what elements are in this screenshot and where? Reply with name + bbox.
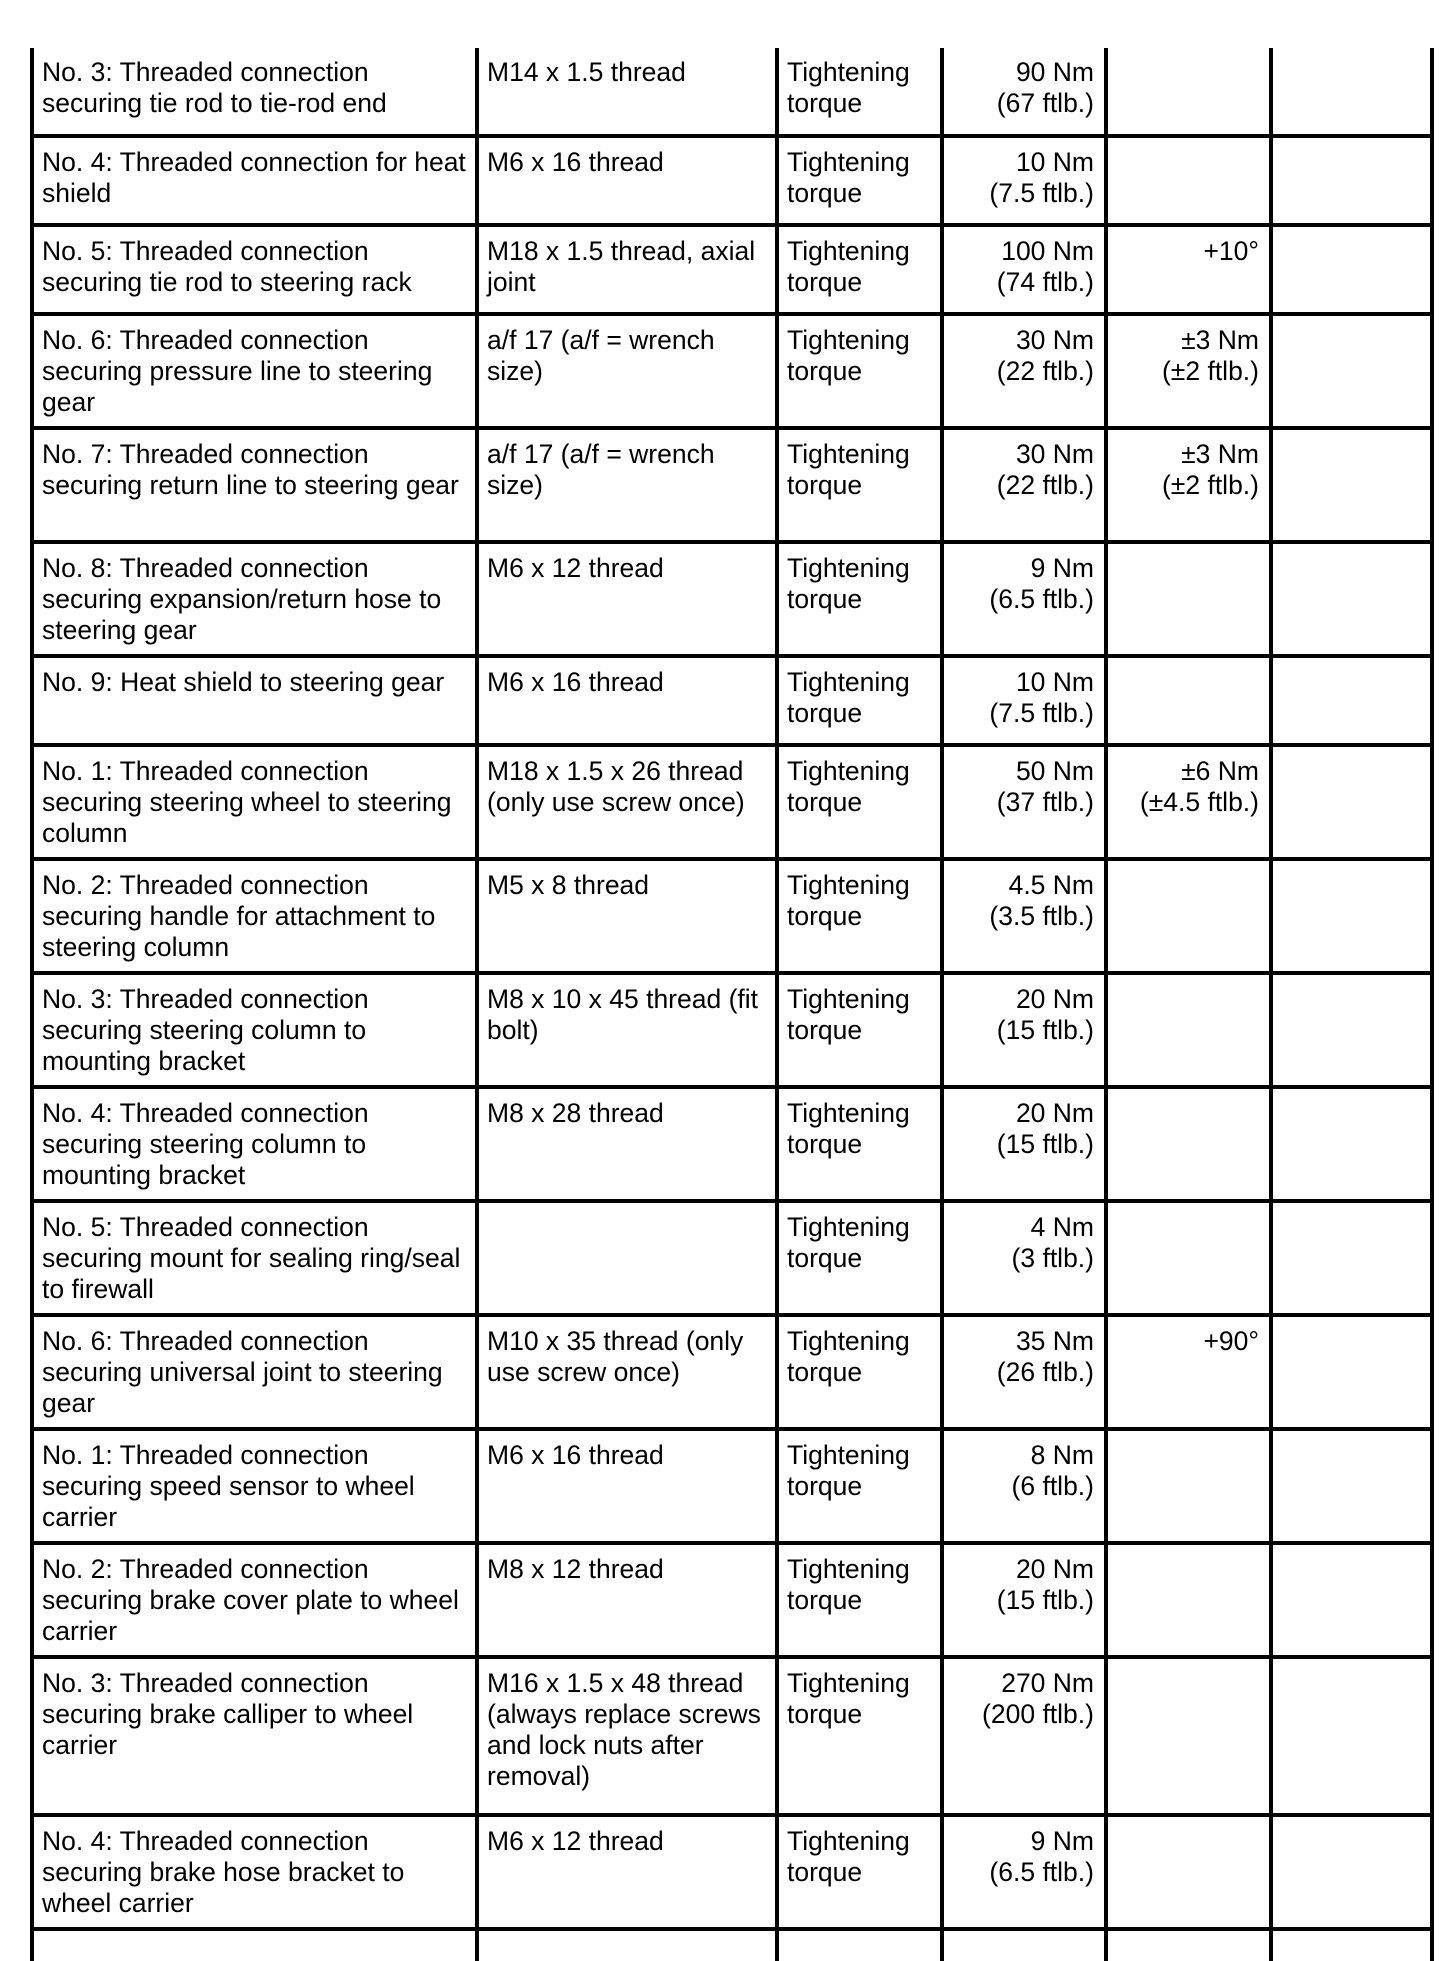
component-text: No. 9: Heat shield to steering gear — [42, 667, 445, 697]
value-ftlb: (6 ftlb.) — [1011, 1471, 1094, 1501]
type-text: Tightening torque — [787, 147, 910, 208]
table-row — [32, 136, 1432, 225]
component-cell — [32, 1657, 477, 1815]
spec-cell — [477, 973, 777, 1087]
value-nm: 20 Nm — [1015, 1098, 1094, 1128]
component-text: No. 7: Threaded connection securing return line to steering gear — [42, 439, 459, 500]
tolerance-secondary: (±2 ftlb.) — [1161, 470, 1259, 500]
value-ftlb: (74 ftlb.) — [996, 267, 1094, 297]
continuation-cell — [777, 1929, 942, 1961]
table-row — [32, 48, 1432, 136]
type-cell — [777, 428, 942, 542]
spec-text: M10 x 35 thread (only use screw once) — [487, 1326, 744, 1387]
spec-cell — [477, 1315, 777, 1429]
tolerance-primary: +10° — [1203, 236, 1259, 266]
continuation-cell — [32, 1929, 477, 1961]
value-ftlb: (37 ftlb.) — [996, 787, 1094, 817]
component-cell — [32, 1429, 477, 1543]
component-text: No. 6: Threaded connection securing pressure line to steering gear — [42, 325, 433, 417]
component-text: No. 5: Threaded connection securing tie rod to steering rack — [42, 236, 412, 297]
table-row — [32, 1087, 1432, 1201]
spec-cell — [477, 656, 777, 745]
component-cell — [32, 1315, 477, 1429]
type-text: Tightening torque — [787, 1098, 910, 1159]
type-cell — [777, 542, 942, 656]
value-nm: 20 Nm — [1015, 1554, 1094, 1584]
type-text: Tightening torque — [787, 1826, 910, 1887]
type-text: Tightening torque — [787, 667, 910, 728]
tolerance-cell — [1106, 859, 1271, 973]
type-text: Tightening torque — [787, 439, 910, 500]
component-text: No. 3: Threaded connection securing brake calliper to wheel carrier — [42, 1668, 414, 1760]
component-text: No. 4: Threaded connection securing steering column to mounting bracket — [42, 1098, 369, 1190]
component-cell — [32, 1815, 477, 1929]
table-row — [32, 314, 1432, 428]
value-cell — [942, 1315, 1106, 1429]
tolerance-cell — [1106, 1543, 1271, 1657]
value-cell — [942, 1657, 1106, 1815]
tolerance-cell — [1106, 428, 1271, 542]
type-cell — [777, 1429, 942, 1543]
component-text: No. 4: Threaded connection for heat shield — [42, 147, 466, 208]
table-row — [32, 1429, 1432, 1543]
component-text: No. 2: Threaded connection securing brake cover plate to wheel carrier — [42, 1554, 459, 1646]
notes-cell — [1271, 745, 1432, 859]
value-cell — [942, 225, 1106, 314]
continuation-cell — [942, 1929, 1106, 1961]
spec-cell — [477, 1543, 777, 1657]
tolerance-primary: ±3 Nm — [1181, 325, 1259, 355]
value-ftlb: (7.5 ftlb.) — [989, 698, 1094, 728]
spec-text: M8 x 12 thread — [487, 1554, 664, 1584]
table-row — [32, 656, 1432, 745]
value-nm: 100 Nm — [1001, 236, 1094, 266]
value-cell — [942, 745, 1106, 859]
spec-cell — [477, 314, 777, 428]
table-row — [32, 745, 1432, 859]
type-cell — [777, 1201, 942, 1315]
table-row — [32, 1315, 1432, 1429]
notes-cell — [1271, 314, 1432, 428]
component-text: No. 3: Threaded connection securing steering column to mounting bracket — [42, 984, 369, 1076]
notes-cell — [1271, 1201, 1432, 1315]
component-cell — [32, 225, 477, 314]
value-nm: 9 Nm — [1030, 553, 1094, 583]
component-cell — [32, 859, 477, 973]
value-cell — [942, 48, 1106, 136]
value-ftlb: (26 ftlb.) — [996, 1357, 1094, 1387]
component-cell — [32, 1201, 477, 1315]
table-row — [32, 428, 1432, 542]
component-cell — [32, 745, 477, 859]
value-nm: 9 Nm — [1030, 1826, 1094, 1856]
tolerance-cell — [1106, 1815, 1271, 1929]
spec-cell — [477, 542, 777, 656]
tolerance-cell — [1106, 656, 1271, 745]
value-cell — [942, 859, 1106, 973]
value-nm: 4 Nm — [1030, 1212, 1094, 1242]
value-ftlb: (15 ftlb.) — [996, 1129, 1094, 1159]
spec-cell — [477, 1815, 777, 1929]
value-cell — [942, 1429, 1106, 1543]
component-text: No. 8: Threaded connection securing expansion/return hose to steering gear — [42, 553, 442, 645]
component-cell — [32, 314, 477, 428]
value-nm: 8 Nm — [1030, 1440, 1094, 1470]
tolerance-cell — [1106, 136, 1271, 225]
type-text: Tightening torque — [787, 756, 910, 817]
spec-cell — [477, 136, 777, 225]
spec-text: M18 x 1.5 thread, axial joint — [487, 236, 756, 297]
tolerance-cell — [1106, 1315, 1271, 1429]
spec-text: M8 x 10 x 45 thread (fit bolt) — [487, 984, 759, 1045]
type-cell — [777, 1543, 942, 1657]
component-cell — [32, 428, 477, 542]
type-cell — [777, 136, 942, 225]
value-cell — [942, 1543, 1106, 1657]
type-cell — [777, 745, 942, 859]
spec-cell — [477, 1657, 777, 1815]
spec-text: M8 x 28 thread — [487, 1098, 664, 1128]
table-row — [32, 225, 1432, 314]
spec-text: M5 x 8 thread — [487, 870, 650, 900]
spec-text: M14 x 1.5 thread — [487, 57, 686, 87]
type-text: Tightening torque — [787, 57, 910, 118]
spec-cell — [477, 745, 777, 859]
tolerance-cell — [1106, 1201, 1271, 1315]
value-ftlb: (3.5 ftlb.) — [989, 901, 1094, 931]
value-cell — [942, 656, 1106, 745]
spec-text: a/f 17 (a/f = wrench size) — [487, 325, 715, 386]
table-body — [32, 48, 1432, 1961]
type-cell — [777, 1087, 942, 1201]
component-cell — [32, 656, 477, 745]
tolerance-cell — [1106, 225, 1271, 314]
type-text: Tightening torque — [787, 1668, 910, 1729]
continuation-cell — [1106, 1929, 1271, 1961]
spec-cell — [477, 225, 777, 314]
type-cell — [777, 1815, 942, 1929]
component-text: No. 6: Threaded connection securing universal joint to steering gear — [42, 1326, 443, 1418]
notes-cell — [1271, 225, 1432, 314]
continuation-cell — [477, 1929, 777, 1961]
value-cell — [942, 314, 1106, 428]
table-row — [32, 542, 1432, 656]
component-cell — [32, 1087, 477, 1201]
torque-spec-table-frame — [30, 48, 1430, 1961]
value-ftlb: (22 ftlb.) — [996, 470, 1094, 500]
value-ftlb: (200 ftlb.) — [982, 1699, 1094, 1729]
value-nm: 10 Nm — [1015, 147, 1094, 177]
value-ftlb: (22 ftlb.) — [996, 356, 1094, 386]
notes-cell — [1271, 1315, 1432, 1429]
notes-cell — [1271, 859, 1432, 973]
notes-cell — [1271, 973, 1432, 1087]
value-cell — [942, 1087, 1106, 1201]
value-nm: 30 Nm — [1015, 439, 1094, 469]
table-row-continuation — [32, 1929, 1432, 1961]
spec-text: M6 x 12 thread — [487, 1826, 664, 1856]
type-text: Tightening torque — [787, 870, 910, 931]
type-text: Tightening torque — [787, 984, 910, 1045]
value-cell — [942, 542, 1106, 656]
type-cell — [777, 859, 942, 973]
component-cell — [32, 973, 477, 1087]
spec-text: M6 x 16 thread — [487, 147, 664, 177]
value-cell — [942, 1815, 1106, 1929]
component-cell — [32, 48, 477, 136]
value-cell — [942, 136, 1106, 225]
component-cell — [32, 136, 477, 225]
tolerance-secondary: (±4.5 ftlb.) — [1139, 787, 1259, 817]
value-nm: 10 Nm — [1015, 667, 1094, 697]
type-cell — [777, 1657, 942, 1815]
spec-text: M16 x 1.5 x 48 thread (always replace screws and lock nuts after removal) — [487, 1668, 761, 1791]
tolerance-cell — [1106, 1429, 1271, 1543]
type-cell — [777, 225, 942, 314]
value-cell — [942, 973, 1106, 1087]
spec-cell — [477, 1429, 777, 1543]
type-text: Tightening torque — [787, 1440, 910, 1501]
value-ftlb: (6.5 ftlb.) — [989, 584, 1094, 614]
table-row — [32, 1657, 1432, 1815]
type-cell — [777, 48, 942, 136]
value-cell — [942, 428, 1106, 542]
type-cell — [777, 314, 942, 428]
spec-cell — [477, 1201, 777, 1315]
value-nm: 90 Nm — [1015, 57, 1094, 87]
value-nm: 270 Nm — [1001, 1668, 1094, 1698]
type-cell — [777, 1315, 942, 1429]
component-text: No. 2: Threaded connection securing handle for attachment to steering column — [42, 870, 436, 962]
notes-cell — [1271, 428, 1432, 542]
type-text: Tightening torque — [787, 1212, 910, 1273]
type-cell — [777, 973, 942, 1087]
tolerance-cell — [1106, 314, 1271, 428]
tolerance-cell — [1106, 1657, 1271, 1815]
tolerance-cell — [1106, 1087, 1271, 1201]
torque-spec-table — [30, 48, 1434, 1961]
spec-text: M6 x 12 thread — [487, 553, 664, 583]
value-nm: 4.5 Nm — [1008, 870, 1094, 900]
value-cell — [942, 1201, 1106, 1315]
table-row — [32, 1201, 1432, 1315]
value-ftlb: (67 ftlb.) — [996, 88, 1094, 118]
tolerance-cell — [1106, 542, 1271, 656]
notes-cell — [1271, 48, 1432, 136]
tolerance-primary: +90° — [1203, 1326, 1259, 1356]
tolerance-secondary: (±2 ftlb.) — [1161, 356, 1259, 386]
table-row — [32, 973, 1432, 1087]
spec-cell — [477, 859, 777, 973]
type-text: Tightening torque — [787, 1554, 910, 1615]
component-text: No. 1: Threaded connection securing steering wheel to steering column — [42, 756, 452, 848]
table-row — [32, 1815, 1432, 1929]
notes-cell — [1271, 656, 1432, 745]
spec-text: M6 x 16 thread — [487, 667, 664, 697]
value-nm: 30 Nm — [1015, 325, 1094, 355]
type-text: Tightening torque — [787, 236, 910, 297]
notes-cell — [1271, 1657, 1432, 1815]
tolerance-primary: ±3 Nm — [1181, 439, 1259, 469]
notes-cell — [1271, 1815, 1432, 1929]
value-ftlb: (6.5 ftlb.) — [989, 1857, 1094, 1887]
notes-cell — [1271, 1543, 1432, 1657]
value-nm: 35 Nm — [1015, 1326, 1094, 1356]
spec-cell — [477, 48, 777, 136]
type-text: Tightening torque — [787, 553, 910, 614]
component-cell — [32, 1543, 477, 1657]
type-text: Tightening torque — [787, 325, 910, 386]
tolerance-cell — [1106, 48, 1271, 136]
table-row — [32, 1543, 1432, 1657]
spec-cell — [477, 428, 777, 542]
notes-cell — [1271, 1087, 1432, 1201]
value-nm: 50 Nm — [1015, 756, 1094, 786]
component-text: No. 3: Threaded connection securing tie rod to tie-rod end — [42, 57, 387, 118]
table-row — [32, 859, 1432, 973]
value-ftlb: (15 ftlb.) — [996, 1585, 1094, 1615]
tolerance-cell — [1106, 973, 1271, 1087]
value-ftlb: (15 ftlb.) — [996, 1015, 1094, 1045]
notes-cell — [1271, 1429, 1432, 1543]
notes-cell — [1271, 136, 1432, 225]
tolerance-cell — [1106, 745, 1271, 859]
value-ftlb: (3 ftlb.) — [1011, 1243, 1094, 1273]
tolerance-primary: ±6 Nm — [1181, 756, 1259, 786]
spec-text: M18 x 1.5 x 26 thread (only use screw once) — [487, 756, 745, 817]
notes-cell — [1271, 542, 1432, 656]
type-cell — [777, 656, 942, 745]
spec-text: a/f 17 (a/f = wrench size) — [487, 439, 715, 500]
value-ftlb: (7.5 ftlb.) — [989, 178, 1094, 208]
spec-text: M6 x 16 thread — [487, 1440, 664, 1470]
continuation-cell — [1271, 1929, 1432, 1961]
component-text: No. 1: Threaded connection securing speed sensor to wheel carrier — [42, 1440, 415, 1532]
type-text: Tightening torque — [787, 1326, 910, 1387]
component-cell — [32, 542, 477, 656]
component-text: No. 5: Threaded connection securing mount for sealing ring/seal to firewall — [42, 1212, 461, 1304]
value-nm: 20 Nm — [1015, 984, 1094, 1014]
spec-cell — [477, 1087, 777, 1201]
component-text: No. 4: Threaded connection securing brake hose bracket to wheel carrier — [42, 1826, 405, 1918]
